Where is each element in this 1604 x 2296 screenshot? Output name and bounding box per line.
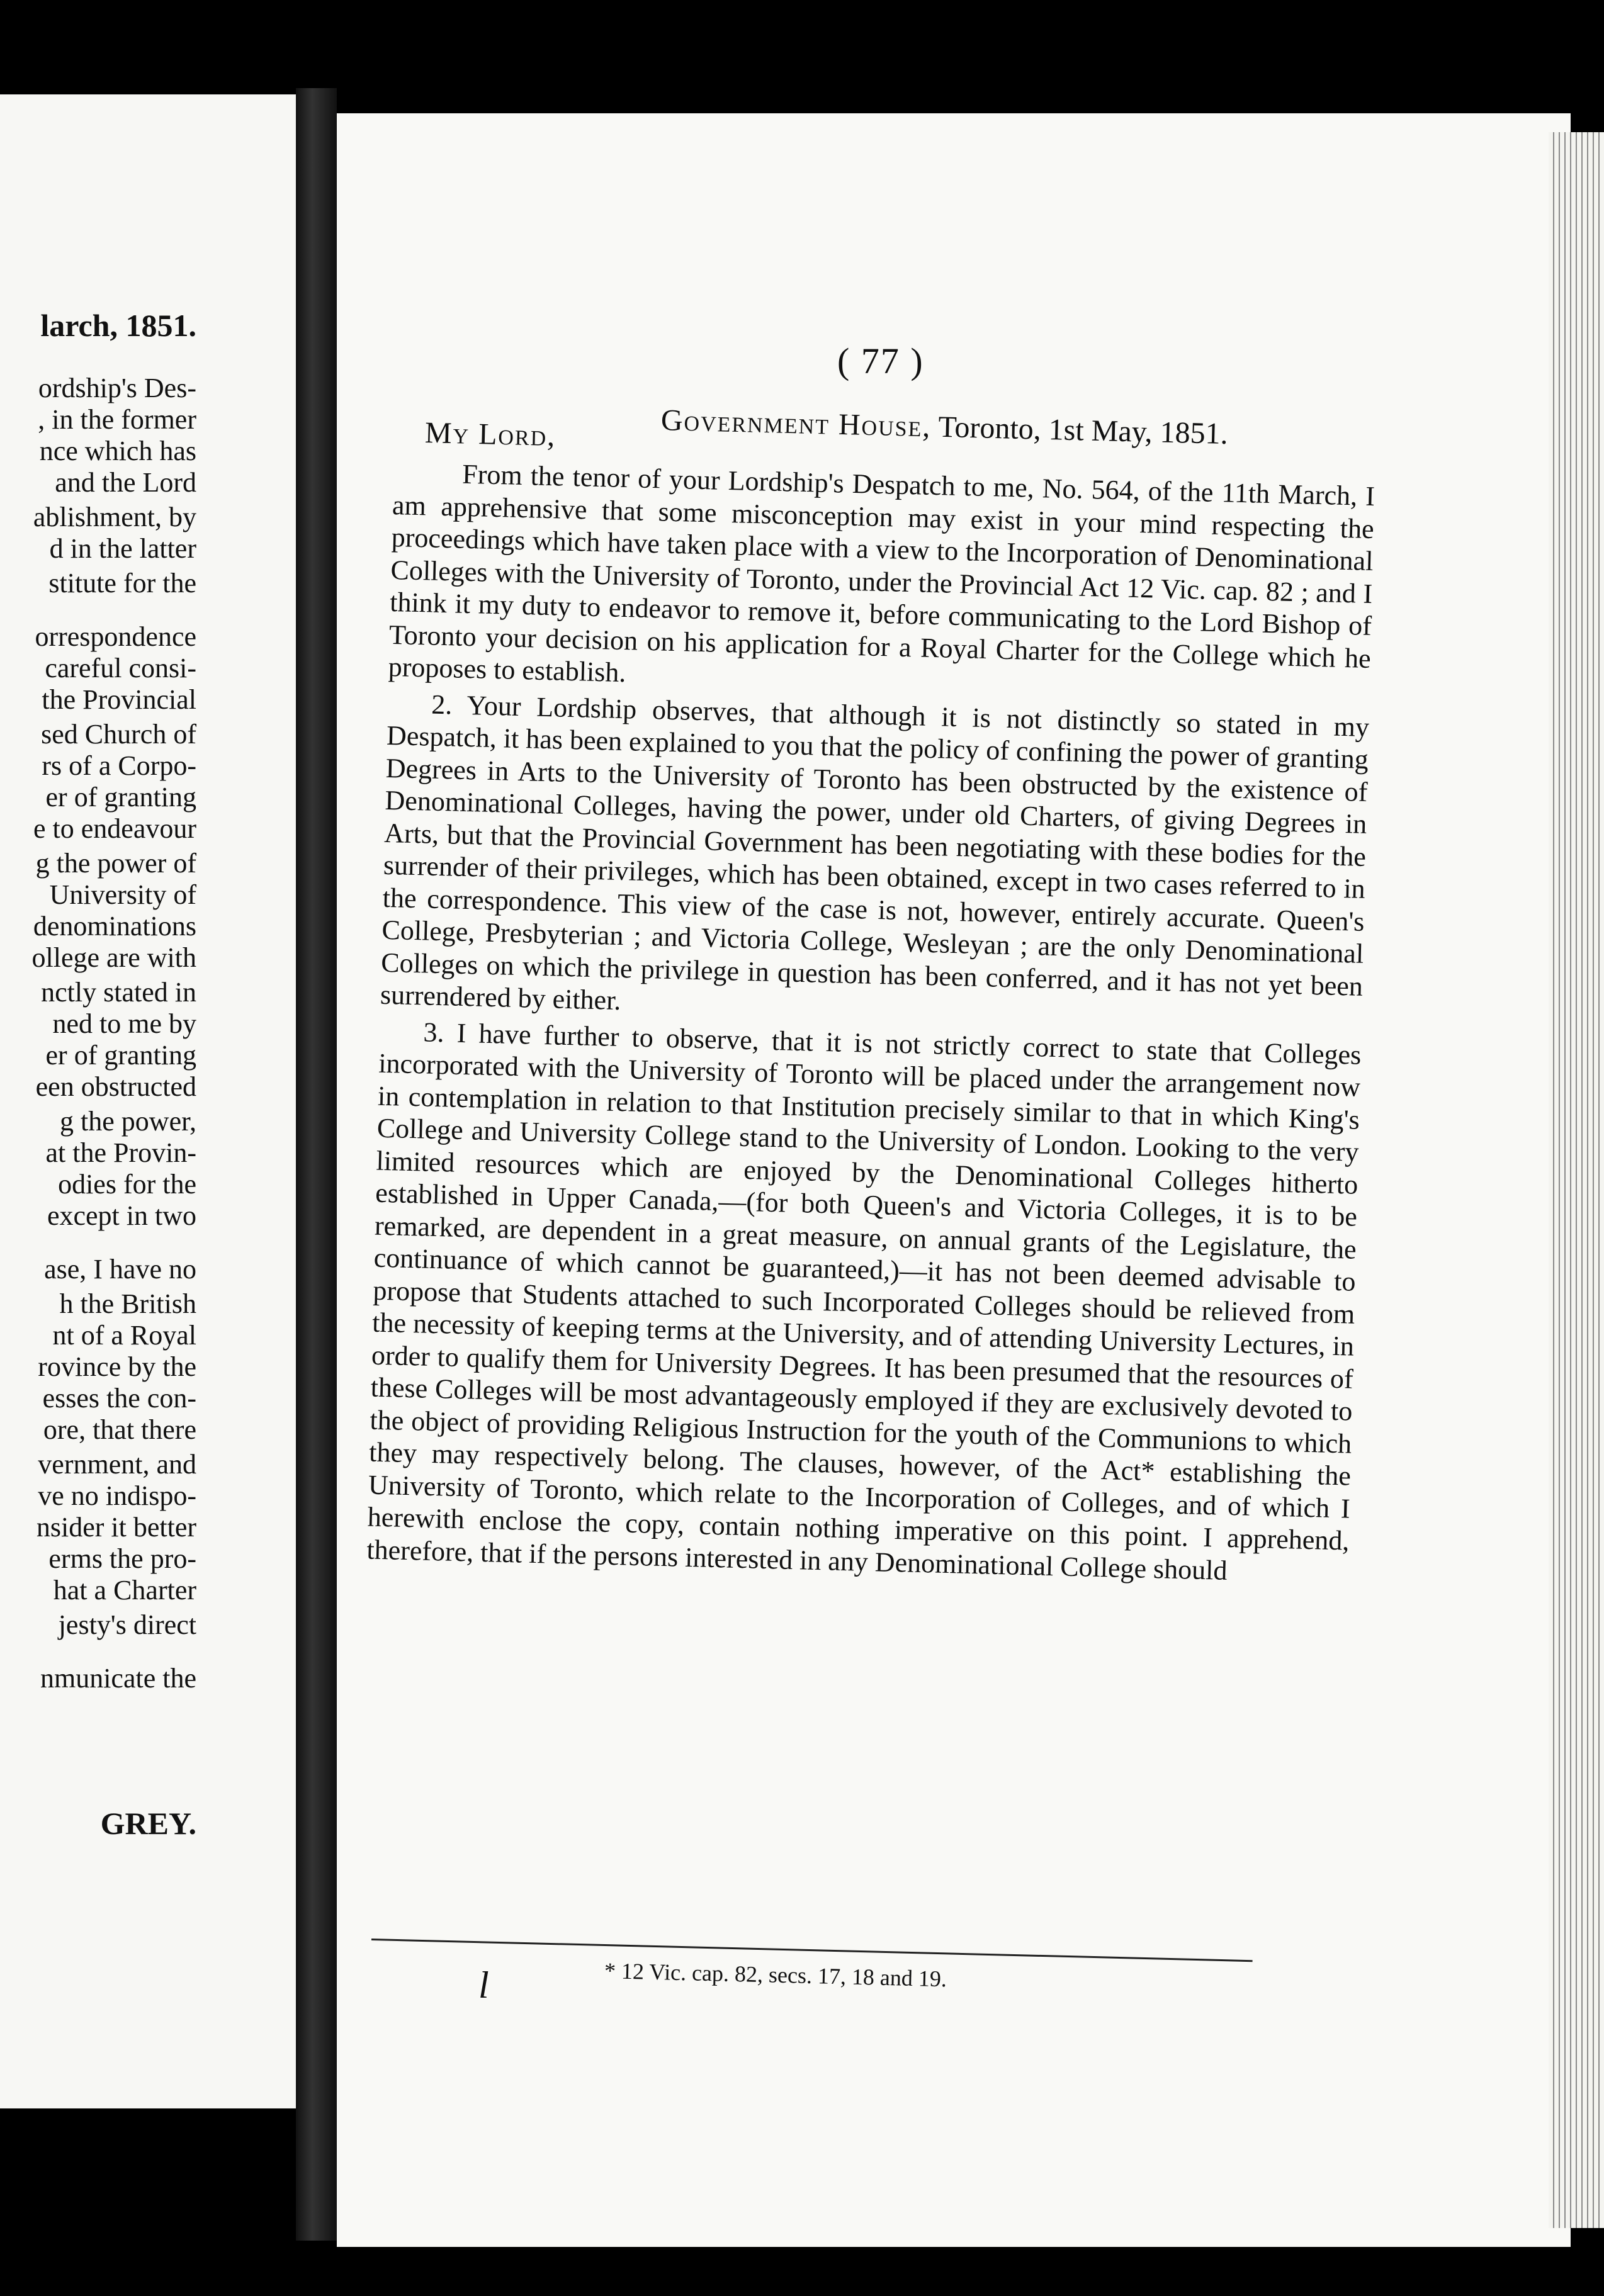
left-page-line: nmunicate the xyxy=(40,1663,196,1694)
salutation: My Lord, xyxy=(424,416,556,453)
left-page-line: stitute for the xyxy=(48,568,196,599)
left-page-line: denominations xyxy=(33,911,196,942)
left-page-line: at the Provin- xyxy=(45,1137,196,1168)
left-page-line: rovince by the xyxy=(38,1351,196,1382)
paragraph-2: 2. Your Lordship observes, that although it is not distinctly so stated in my Despatch, it has been explained to you that the policy of confining the power of granting Degrees in Arts to the University of Toronto has been obstructed by the existence of Denominational Colleges, having the power, under old Charters, of giving Degrees in Arts, but that the Provincial Government has been negotiating with these bodies for the surrender of their privileges, which has been obtained, except in two cases referred to in the correspondence. This view of the case is not, however, entirely accurate. Queen's College, Presbyterian ; and Victoria College, Wesleyan ; are the only Denominational Colleges on which the privilege in question has been conferred, and it has not yet been surrendered by either. xyxy=(380,689,1370,1016)
left-page-line: e to endeavour xyxy=(33,813,196,844)
paragraph-1: From the tenor of your Lordship's Despatch to me, No. 564, of the 11th March, I am apprehensive that some misconception may exist in your mind respecting the proceedings which have taken place with a view to the Incorporation of Denominational Colleges with the University of Toronto, under the Provincial Act 12 Vic. cap. 82 ; and I think it my duty to endeavor to remove it, before communicating to the Lord Bishop of Toronto your decision on his application for a Royal Charter for the College which he proposes to establish. xyxy=(388,458,1375,689)
left-page-line: hat a Charter xyxy=(53,1575,196,1606)
left-page-line: ablishment, by xyxy=(33,502,196,532)
left-page-line: ollege are with xyxy=(31,942,196,973)
letter-body xyxy=(366,456,1375,1594)
left-page-line: ordship's Des- xyxy=(38,373,196,403)
page-number: ( 77 ) xyxy=(837,340,924,381)
left-page-line: ned to me by xyxy=(52,1008,196,1039)
margin-mark: l xyxy=(478,1964,489,2006)
page-edges xyxy=(1549,132,1604,2228)
left-page-heading: larch, 1851. xyxy=(40,308,196,343)
left-page-line: except in two xyxy=(47,1200,196,1231)
left-page-line: h the British xyxy=(59,1288,196,1319)
left-page-line: esses the con- xyxy=(42,1383,196,1414)
left-page-line: odies for the xyxy=(58,1169,196,1200)
left-page-line: erms the pro- xyxy=(48,1543,196,1574)
left-page-line: nsider it better xyxy=(36,1512,196,1543)
left-page-line: University of xyxy=(49,879,196,910)
left-page xyxy=(0,94,300,2108)
left-page-line: er of granting xyxy=(45,782,196,813)
left-page-line: sed Church of xyxy=(41,719,196,750)
left-page-line: nt of a Royal xyxy=(52,1320,196,1351)
left-page-line: , in the former xyxy=(38,404,196,435)
paragraph-3: 3. I have further to observe, that it is not strictly correct to state that Colleges incorporated with the University of Toronto will be placed under the arrangement now in contemplation in relation to that Institution precisely similar to that in which King's College and University College stand to the University of London. Looking to the very limited resources which are enjoyed by the Denominational Colleges hitherto established in Upper Canada,—(for both Queen's and Victoria Colleges, it is to be remarked, are dependent in a great measure, on annual grants of the Legislature, the continuance of which cannot be guaranteed,)—it has not been deemed advisable to propose that Students attached to such Incorporated Colleges should be relieved from the necessity of keeping terms at the University, and of attending University Lectures, in order to qualify them for University Degrees. It has been presumed that the resources of these Colleges will be most advantageously employed if they are exclusively devoted to the object of providing Religious Instruction for the youth of the Communions to which they may respectively belong. The clauses, however, of the Act* establishing the University of Toronto, which relate to the Incorporation of Colleges, and of which I herewith enclose the copy, contain nothing imperative on this point. I apprehend, therefore, that if the persons interested in any Denominational College should xyxy=(366,1016,1362,1586)
left-page-line: een obstructed xyxy=(35,1071,196,1102)
dateline-place: Government House, xyxy=(660,403,932,444)
left-page-line: the Provincial xyxy=(42,684,196,715)
left-page-line: rs of a Corpo- xyxy=(42,750,196,781)
left-page-signature: GREY. xyxy=(100,1806,196,1841)
dateline-date: Toronto, 1st May, 1851. xyxy=(937,410,1229,451)
left-page-line: ve no indispo- xyxy=(38,1480,196,1511)
left-page-line: and the Lord xyxy=(55,467,196,498)
footnote: * 12 Vic. cap. 82, secs. 17, 18 and 19. xyxy=(604,1958,947,1992)
left-page-line: er of granting xyxy=(45,1040,196,1071)
left-page-line: jesty's direct xyxy=(58,1609,196,1640)
left-page-line: nce which has xyxy=(39,436,196,466)
left-page-line: orrespondence xyxy=(35,621,196,652)
left-page-line: nctly stated in xyxy=(41,977,196,1008)
left-page-line: ore, that there xyxy=(43,1414,196,1445)
left-page-line: careful consi- xyxy=(45,653,196,684)
left-page-line: g the power, xyxy=(60,1106,196,1137)
left-page-line: ase, I have no xyxy=(44,1254,196,1285)
book-spine xyxy=(296,88,337,2241)
left-page-line: g the power of xyxy=(35,848,196,879)
left-page-line: d in the latter xyxy=(49,533,196,564)
left-page-line: vernment, and xyxy=(38,1449,196,1480)
